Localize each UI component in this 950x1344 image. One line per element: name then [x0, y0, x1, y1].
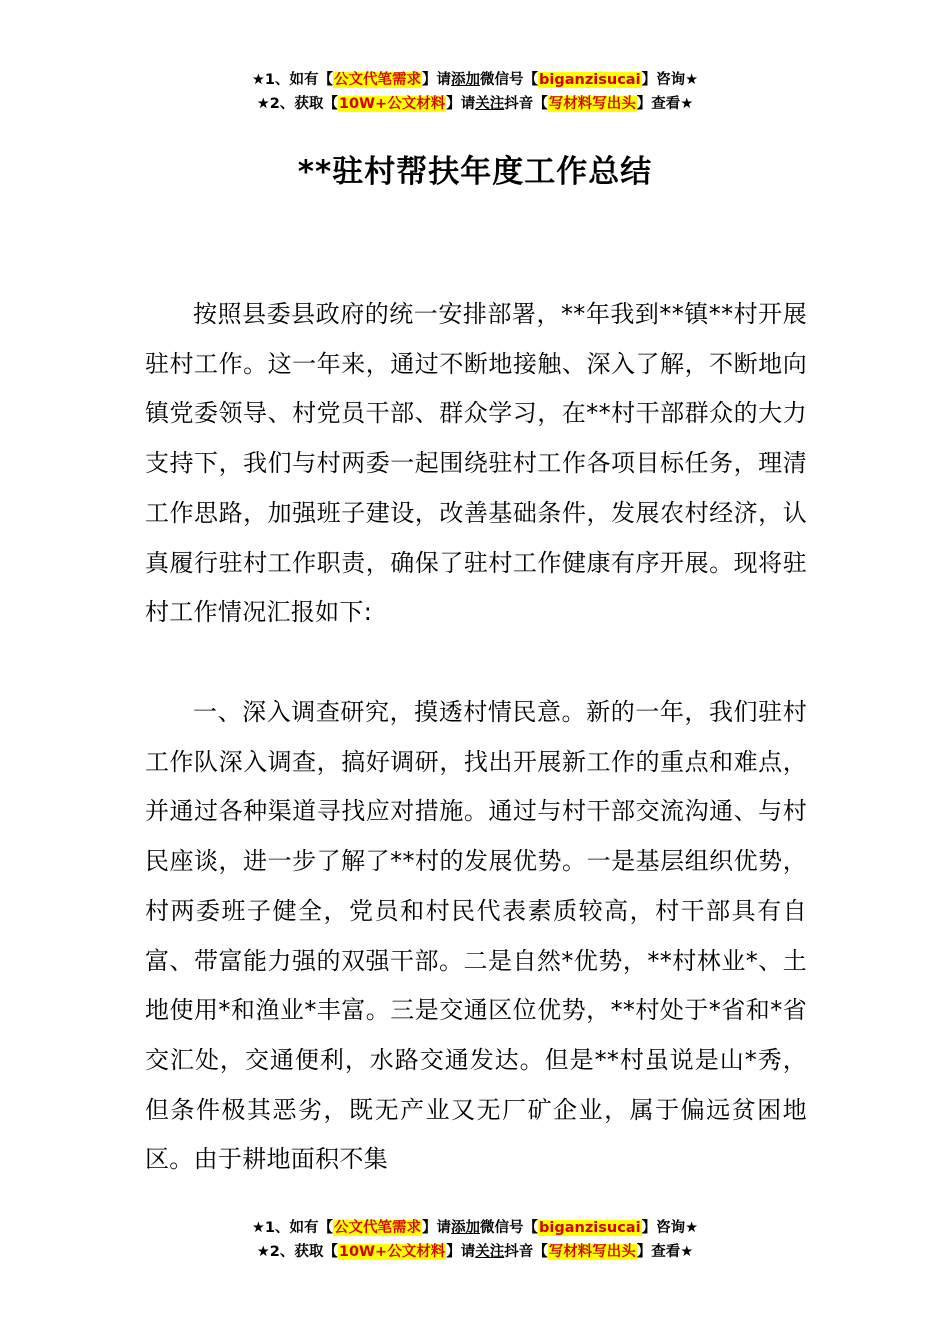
banner-text: 】请	[446, 96, 476, 112]
paragraph-1: 按照县委县政府的统一安排部署，**年我到**镇**村开展驻村工作。这一年来，通过不断地接触、深入了解，不断地向镇党委领导、村党员干部、群众学习，在**村干部群众的大力支持下，我们与村两委一起围绕驻村工作各项目标任务，理清工作思路，加强班子建设，改善基础条件，发展农村经济，认真履行驻村工作职责，确保了驻村工作健康有序开展。现将驻村工作情况汇报如下:	[145, 300, 807, 627]
underlined-text: 关注	[475, 1244, 505, 1260]
banner-line-1	[0, 1216, 950, 1240]
banner-line-1	[0, 68, 950, 92]
underlined-text: 添加	[451, 1220, 481, 1236]
banner-text: ★2、获取【	[256, 96, 338, 112]
banner-text: 】请	[422, 1220, 452, 1236]
banner-text: 】查看★	[636, 1244, 694, 1260]
paragraph-2: 一、深入调查研究，摸透村情民意。新的一年，我们驻村工作队深入调查，搞好调研，找出开展新工作的重点和难点，并通过各种渠道寻找应对措施。通过与村干部交流沟通、与村民座谈，进一步了解了**村的发展优势。一是基层组织优势，村两委班子健全，党员和村民代表素质较高，村干部具有自富、带富能力强的双强干部。二是自然*优势，**村林业*、土地使用*和渔业*丰富。三是交通区位优势，**村处于*省和*省交汇处，交通便利，水路交通发达。但是**村虽说是山*秀，但条件极其恶劣，既无产业又无厂矿企业，属于偏远贫困地区。由于耕地面积不集	[145, 698, 807, 1174]
banner-text: ★2、获取【	[256, 1244, 338, 1260]
footer-banner	[0, 1216, 950, 1264]
underlined-text: 添加	[451, 72, 481, 88]
banner-text: 微信号【	[480, 1220, 539, 1236]
banner-text: 】咨询★	[641, 1220, 699, 1236]
banner-text: ★1、如有【	[251, 72, 334, 88]
banner-line-2	[0, 1240, 950, 1264]
highlight-douyin-account: 写材料写出头	[548, 96, 636, 112]
document-title: **驻村帮扶年度工作总结	[297, 154, 653, 190]
banner-text: 】咨询★	[641, 72, 699, 88]
banner-line-2	[0, 92, 950, 116]
highlight-service: 公文代笔需求	[334, 1220, 422, 1236]
banner-text: 抖音【	[504, 1244, 548, 1260]
banner-text: 】请	[422, 72, 452, 88]
banner-text: 】查看★	[636, 96, 694, 112]
underlined-text: 关注	[475, 96, 505, 112]
banner-text: 】请	[446, 1244, 476, 1260]
banner-text: 抖音【	[504, 96, 548, 112]
highlight-materials: 10W+公文材料	[338, 96, 446, 112]
header-banner	[0, 68, 950, 116]
banner-text: 微信号【	[480, 72, 539, 88]
highlight-wechat-id: biganzisucai	[539, 72, 641, 88]
banner-text: ★1、如有【	[251, 1220, 334, 1236]
highlight-douyin-account: 写材料写出头	[548, 1244, 636, 1260]
highlight-wechat-id: biganzisucai	[539, 1220, 641, 1236]
highlight-service: 公文代笔需求	[334, 72, 422, 88]
highlight-materials: 10W+公文材料	[338, 1244, 446, 1260]
